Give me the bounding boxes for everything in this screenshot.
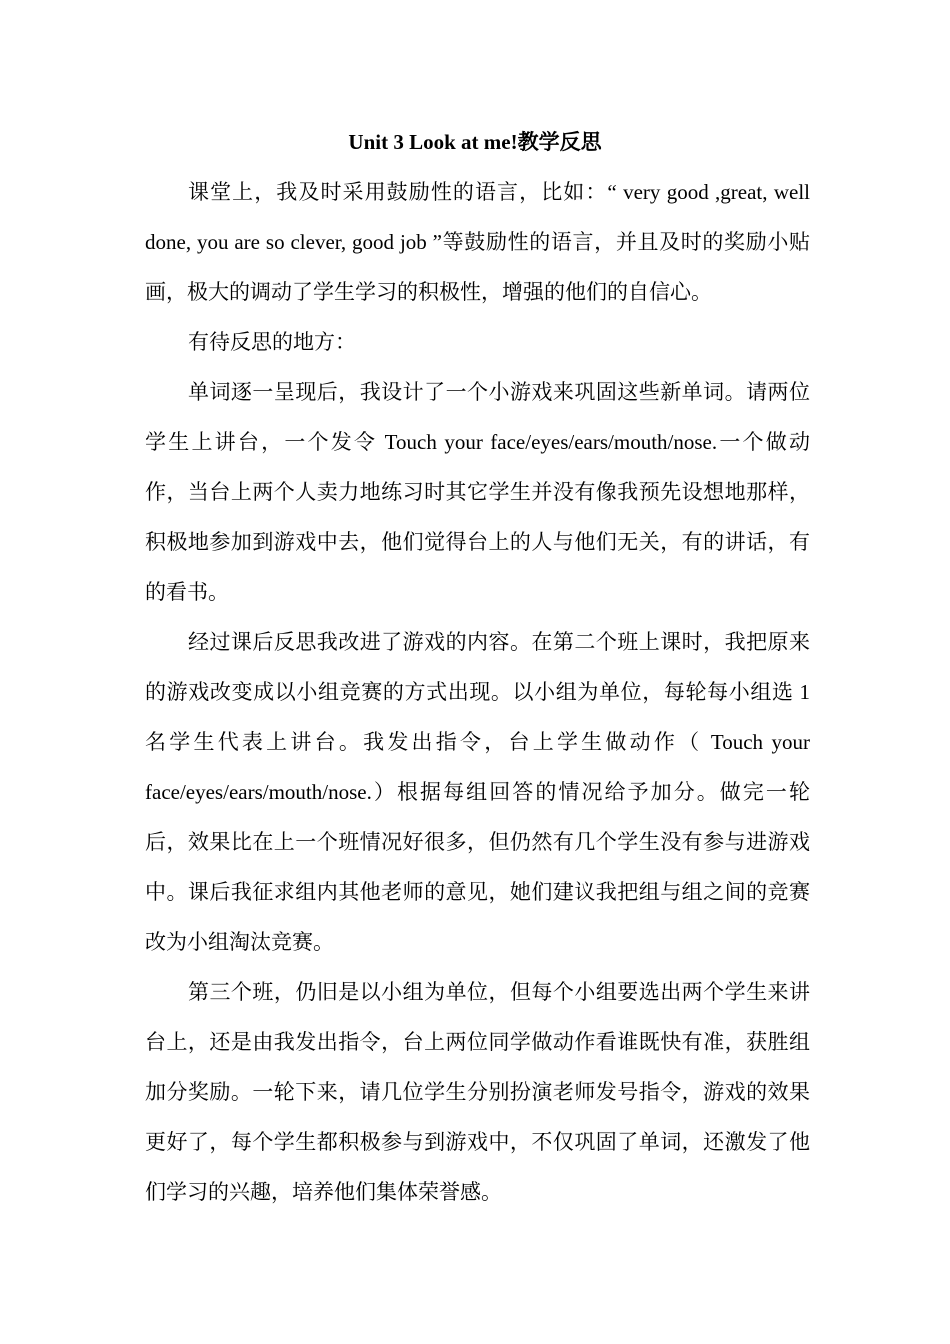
paragraph-third-class: 第三个班，仍旧是以小组为单位，但每个小组要选出两个学生来讲台上，还是由我发出指令，台上两位同学做动作看谁既快有准，获胜组加分奖励。一轮下来，请几位学生分别扮演老师发号指令，游戏的效果更好了，每个学生都积极参与到游戏中，不仅巩固了单词，还激发了他们学习的兴趣，培养他们集体荣誉感。 [145, 980, 810, 1204]
paragraph-reflection-heading: 有待反思的地方： [188, 330, 356, 354]
paragraph-first-game: 单词逐一呈现后，我设计了一个小游戏来巩固这些新单词。请两位学生上讲台，一个发令 Touch your face/eyes/ears/mouth/nose.一个做动作，当台上两个人卖力地练习时其它学生并没有像我预先设想地那样，积极地参加到游戏中去，他们觉得台上的人与他们无关，有的讲话，有的看书。 [145, 380, 810, 604]
document-title: Unit 3 Look at me!教学反思 [348, 130, 602, 154]
paragraph-second-class: 经过课后反思我改进了游戏的内容。在第二个班上课时，我把原来的游戏改变成以小组竞赛的方式出现。以小组为单位，每轮每小组选 1 名学生代表上讲台。我发出指令，台上学生做动作（ Touch your face/eyes/ears/mouth/nose.）根据每组回答的情况给予加分。做完一轮后，效果比在上一个班情况好很多，但仍然有几个学生没有参与进游戏中。课后我征求组内其他老师的意见，她们建议我把组与组之间的竞赛改为小组淘汰竞赛。 [145, 630, 810, 954]
document-body [145, 167, 810, 1217]
paragraph-encouragement: 课堂上，我及时采用鼓励性的语言，比如：“ very good ,great, well done, you are so clever, good job ”等鼓励性的语言，并且及时的奖励小贴画，极大的调动了学生学习的积极性，增强的他们的自信心。 [145, 180, 810, 304]
